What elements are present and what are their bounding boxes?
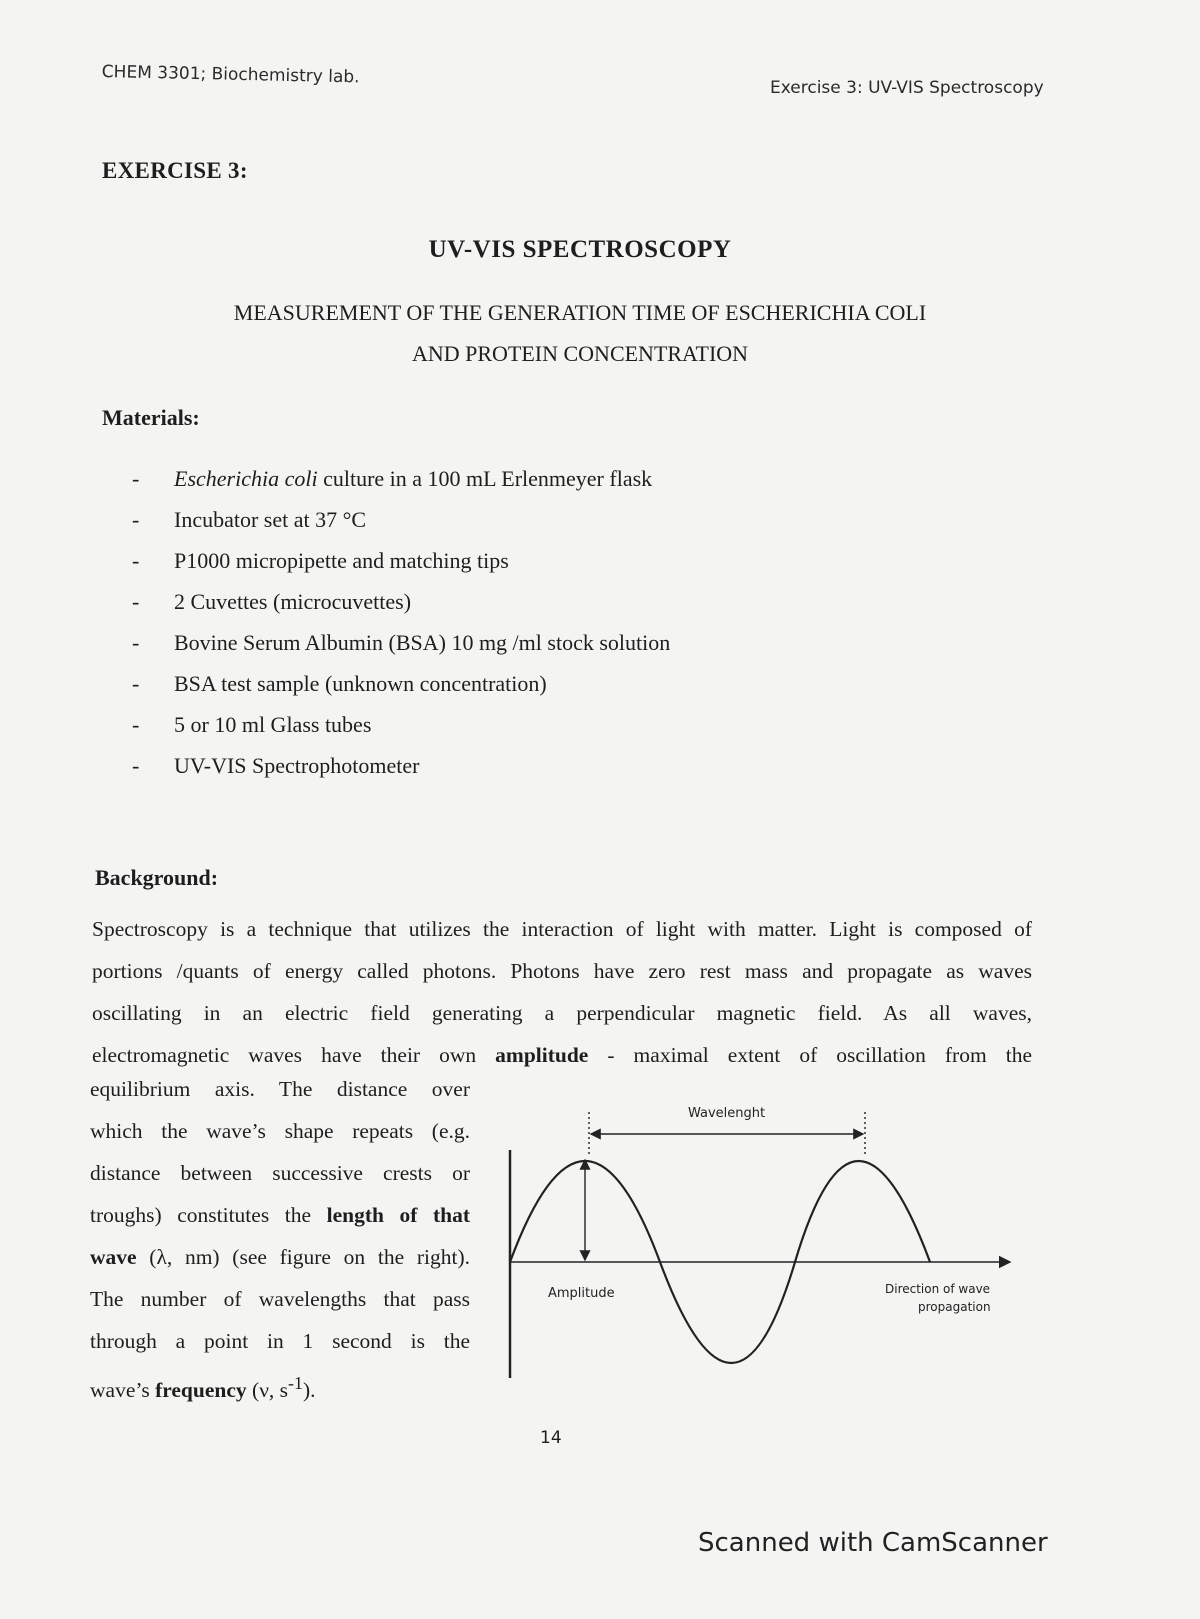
item-italic: Escherichia coli bbox=[174, 466, 318, 491]
frequency-term: frequency bbox=[155, 1378, 247, 1403]
length-term: length of that bbox=[326, 1203, 471, 1227]
paragraph-line bbox=[90, 1236, 470, 1278]
text-run: wave’s bbox=[90, 1378, 156, 1403]
wave-term: wave bbox=[90, 1245, 137, 1269]
direction-label-line-1: Direction of wave bbox=[885, 1282, 991, 1296]
wavelength-label: Wavelenght bbox=[688, 1106, 766, 1121]
page-title: UV-VIS SPECTROSCOPY bbox=[428, 236, 732, 263]
text-run: electromagnetic waves have their own bbox=[92, 1043, 496, 1067]
list-item bbox=[132, 507, 670, 548]
exercise-header: Exercise 3: UV-VIS Spectroscopy bbox=[770, 78, 1044, 98]
item-text: Incubator set at 37 °C bbox=[174, 507, 367, 532]
amplitude-label: Amplitude bbox=[548, 1286, 615, 1301]
wave-diagram bbox=[505, 1100, 1025, 1400]
paragraph-line: through a point in 1 second is the bbox=[90, 1329, 470, 1353]
background-paragraph-left bbox=[90, 1068, 470, 1404]
bullet-dash: - bbox=[132, 671, 140, 696]
text-run: (λ, nm) (see figure on the right). bbox=[136, 1245, 470, 1269]
page-number: 14 bbox=[540, 1428, 562, 1448]
bullet-dash: - bbox=[132, 630, 140, 655]
materials-list bbox=[132, 466, 670, 794]
item-text: culture in a 100 mL Erlenmeyer flask bbox=[317, 466, 653, 491]
subtitle-line-2: AND PROTEIN CONCENTRATION bbox=[411, 341, 749, 366]
exercise-label: EXERCISE 3: bbox=[102, 158, 248, 183]
amplitude-term: amplitude bbox=[495, 1043, 589, 1067]
paragraph-line: oscillating in an electric field generating a perpendicular magnetic field. As all waves, bbox=[92, 1001, 1032, 1025]
paragraph-line: equilibrium axis. The distance over bbox=[90, 1077, 470, 1101]
list-item bbox=[132, 630, 670, 671]
item-text: 5 or 10 ml Glass tubes bbox=[174, 712, 372, 737]
bullet-dash: - bbox=[132, 466, 140, 491]
bullet-dash: - bbox=[132, 589, 140, 614]
item-text: P1000 micropipette and matching tips bbox=[174, 548, 509, 573]
paragraph-line bbox=[90, 1194, 470, 1236]
list-item bbox=[132, 753, 670, 794]
list-item bbox=[132, 712, 670, 753]
bullet-dash: - bbox=[132, 507, 140, 532]
text-run: (ν, s bbox=[246, 1378, 289, 1403]
paragraph-line bbox=[90, 1362, 470, 1404]
list-item bbox=[132, 548, 670, 589]
text-run: - maximal extent of oscillation from the bbox=[588, 1043, 1032, 1067]
list-item bbox=[132, 466, 670, 507]
bullet-dash: - bbox=[132, 548, 140, 573]
superscript: -1 bbox=[288, 1373, 303, 1393]
list-item bbox=[132, 589, 670, 630]
background-paragraph bbox=[92, 908, 1032, 1076]
wave-diagram-svg bbox=[505, 1100, 1025, 1400]
list-item bbox=[132, 671, 670, 712]
paragraph-line: portions /quants of energy called photons. Photons have zero rest mass and propagate as waves bbox=[92, 959, 1032, 983]
scanner-watermark: Scanned with CamScanner bbox=[698, 1528, 1048, 1558]
item-text: BSA test sample (unknown concentration) bbox=[174, 671, 547, 696]
bullet-dash: - bbox=[132, 712, 140, 737]
subtitle-line-1: MEASUREMENT OF THE GENERATION TIME OF ESCHERICHIA COLI bbox=[233, 300, 927, 325]
materials-heading: Materials: bbox=[102, 405, 200, 430]
item-text: 2 Cuvettes (microcuvettes) bbox=[174, 589, 412, 614]
paragraph-line: The number of wavelengths that pass bbox=[90, 1287, 470, 1311]
paragraph-line: which the wave’s shape repeats (e.g. bbox=[90, 1119, 470, 1143]
course-header: CHEM 3301; Biochemistry lab. bbox=[101, 62, 360, 88]
background-heading: Background: bbox=[95, 865, 219, 890]
bullet-dash: - bbox=[132, 753, 140, 778]
item-text: UV-VIS Spectrophotometer bbox=[174, 753, 420, 778]
text-run: troughs) constitutes the bbox=[90, 1203, 327, 1227]
item-text: Bovine Serum Albumin (BSA) 10 mg /ml stock solution bbox=[174, 630, 671, 655]
text-run: ). bbox=[302, 1378, 316, 1403]
direction-label-line-2: propagation bbox=[918, 1300, 991, 1314]
paragraph-line: distance between successive crests or bbox=[90, 1161, 470, 1185]
paragraph-line: Spectroscopy is a technique that utilizes the interaction of light with matter. Light is composed of bbox=[92, 917, 1032, 941]
